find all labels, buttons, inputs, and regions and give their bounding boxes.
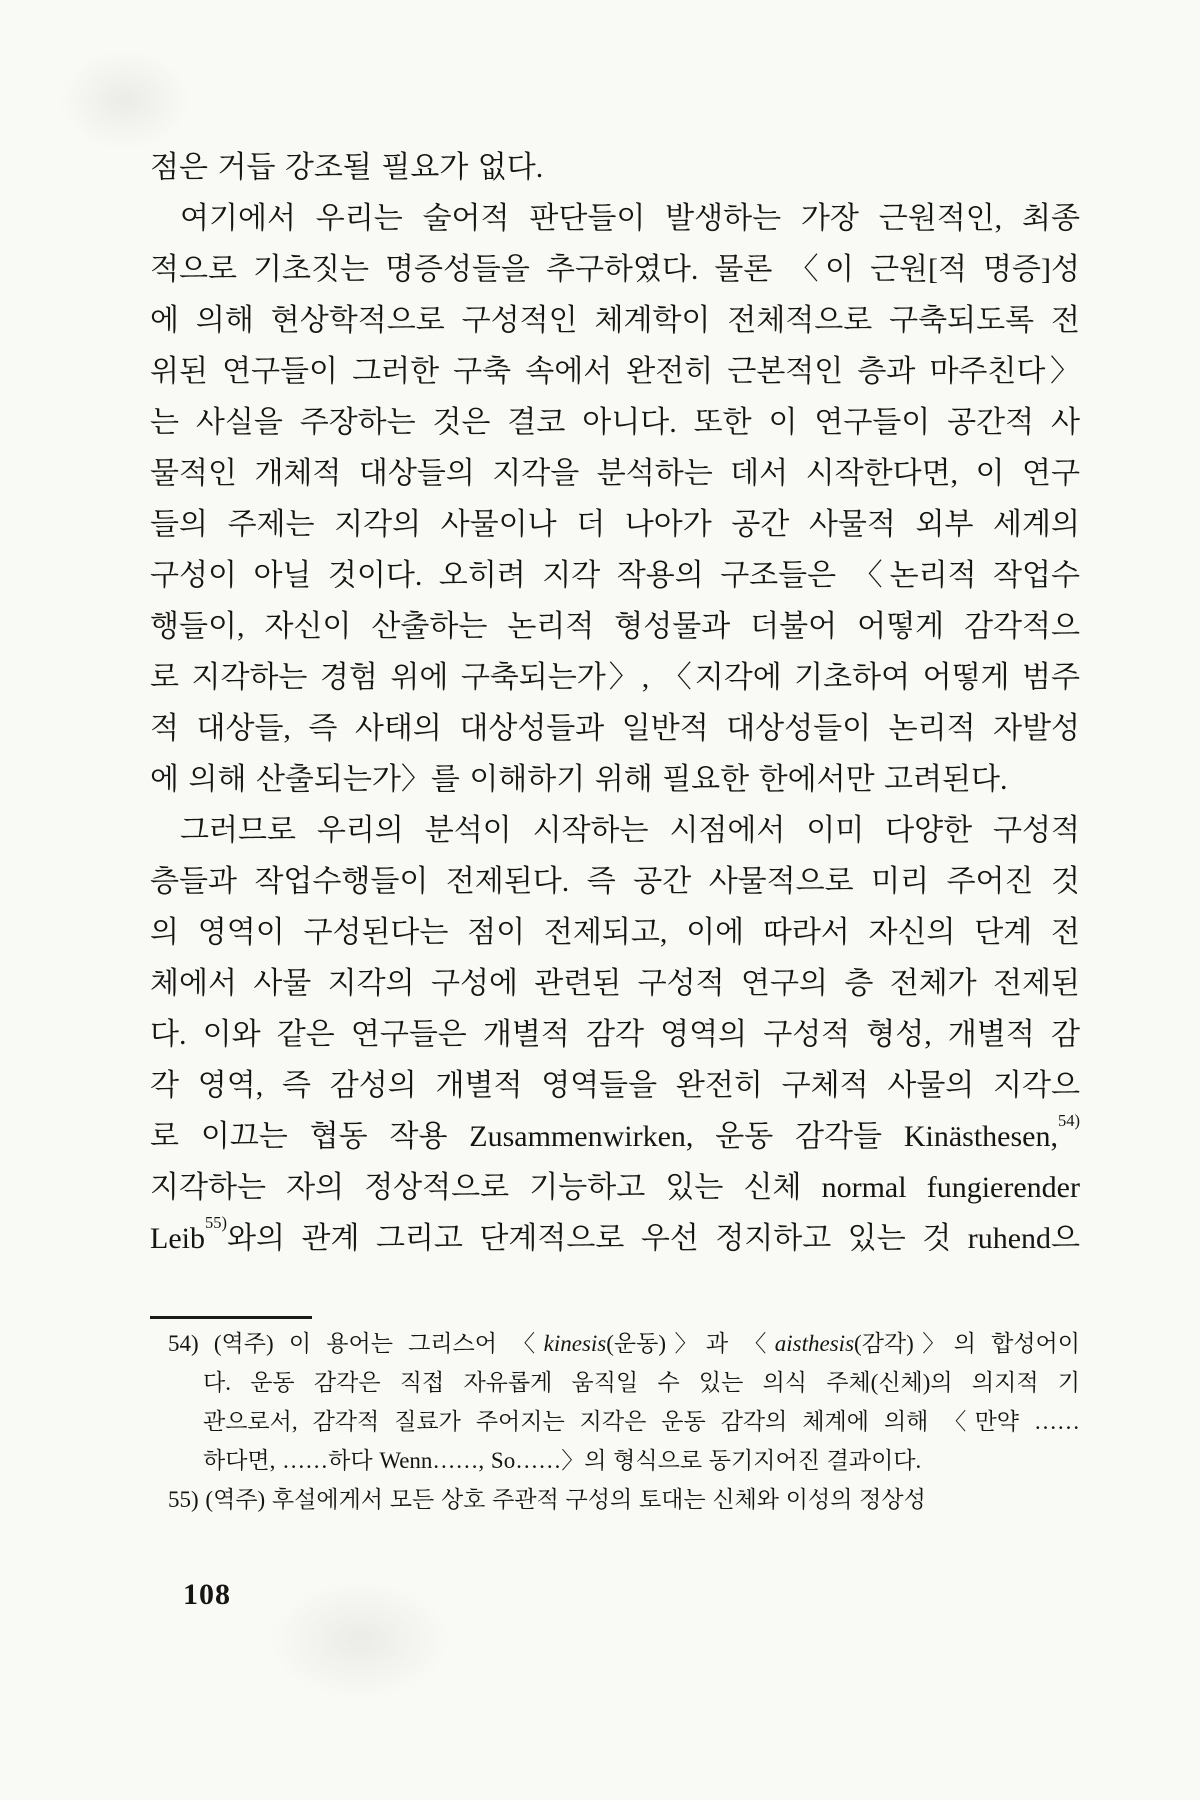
body-text-line: 구성이 아닐 것이다. 오히려 지각 작용의 구조들은 〈논리적 작업수 — [150, 559, 1080, 592]
footnote-line: 관으로서, 감각적 질료가 주어지는 지각은 운동 감각의 체계에 의해 〈만약 …… — [203, 1409, 1080, 1434]
footnote-term-italic: kinesis — [543, 1331, 607, 1356]
footnote-text-segment: (감각)〉의 합성어이 — [854, 1331, 1080, 1356]
page-number: 108 — [183, 1578, 231, 1611]
main-text-block — [150, 142, 1080, 1264]
footnote-line: 하다면, ……하다 Wenn……, So……〉의 형식으로 동기지어진 결과이다. — [203, 1448, 922, 1473]
body-text-line: 는 사실을 주장하는 것은 결코 아니다. 또한 이 연구들이 공간적 사 — [150, 406, 1080, 439]
footnote-line: 다. 운동 감각은 직접 자유롭게 움직일 수 있는 의식 주체(신체)의 의지적 기 — [203, 1370, 1080, 1395]
footnote-text-segment: (역주) 이 용어는 그리스어 〈 — [198, 1331, 544, 1356]
scan-artifact — [60, 50, 190, 150]
footnote-text-segment: (역주) 후설에게서 모든 상호 주관적 구성의 토대는 신체와 이성의 정상성 — [198, 1487, 926, 1512]
body-text-line: 에 의해 현상학적으로 구성적인 체계학이 전체적으로 구축되도록 전 — [150, 304, 1080, 337]
body-text-line: 적 대상들, 즉 사태의 대상성들과 일반적 대상성들이 논리적 자발성 — [150, 712, 1080, 745]
body-text-line: 다. 이와 같은 연구들은 개별적 감각 영역의 구성적 형성, 개별적 감 — [150, 1018, 1080, 1051]
body-text-line: 체에서 사물 지각의 구성에 관련된 구성적 연구의 층 전체가 전제된 — [150, 967, 1080, 1000]
body-text-line: 위된 연구들이 그러한 구축 속에서 완전히 근본적인 층과 마주친다〉 — [150, 355, 1080, 388]
footnote-label: 54) — [168, 1331, 199, 1356]
body-text-line — [150, 1213, 1080, 1264]
body-text-line: 각 영역, 즉 감성의 개별적 영역들을 완전히 구체적 사물의 지각으 — [150, 1069, 1080, 1102]
body-text-line: 층들과 작업수행들이 전제된다. 즉 공간 사물적으로 미리 주어진 것 — [150, 865, 1080, 898]
body-text-line: 물적인 개체적 대상들의 지각을 분석하는 데서 시작한다면, 이 연구 — [150, 457, 1080, 490]
body-text-line: 지각하는 자의 정상적으로 기능하고 있는 신체 normal fungierender — [150, 1171, 1080, 1204]
body-text-line: 로 지각하는 경험 위에 구축되는가〉, 〈지각에 기초하여 어떻게 범주 — [150, 661, 1080, 694]
footnote-term-italic: aisthesis — [774, 1331, 855, 1356]
footnote-line — [150, 1480, 1080, 1519]
body-text-segment: 와의 관계 그리고 단계적으로 우선 정지하고 있는 것 ruhend으 — [226, 1222, 1080, 1255]
footnote-ref-55: 55) — [204, 1213, 227, 1232]
body-text-line: 행들이, 자신이 산출하는 논리적 형성물과 더불어 어떻게 감각적으 — [150, 610, 1080, 643]
footnote-block — [150, 1324, 1080, 1519]
body-text-line: 여기에서 우리는 술어적 판단들이 발생하는 가장 근원적인, 최종 — [180, 202, 1080, 235]
body-text-line: 들의 주제는 지각의 사물이나 더 나아가 공간 사물적 외부 세계의 — [150, 508, 1080, 541]
footnote-divider — [150, 1316, 312, 1319]
body-text-line: 에 의해 산출되는가〉를 이해하기 위해 필요한 한에서만 고려된다. — [150, 763, 1008, 796]
body-text-line: 그러므로 우리의 분석이 시작하는 시점에서 이미 다양한 구성적 — [180, 814, 1080, 847]
scan-artifact — [270, 1580, 450, 1700]
body-text-line: 점은 거듭 강조될 필요가 없다. — [150, 151, 544, 184]
body-text-line: 의 영역이 구성된다는 점이 전제되고, 이에 따라서 자신의 단계 전 — [150, 916, 1080, 949]
body-text-line — [150, 1111, 1080, 1162]
body-text-segment: Leib — [150, 1222, 205, 1255]
footnote-line — [150, 1324, 1080, 1363]
body-text-segment: 로 이끄는 협동 작용 Zusammenwirken, 운동 감각들 Kinästhesen, — [150, 1120, 1058, 1153]
footnote-label: 55) — [168, 1487, 199, 1512]
footnote-text-segment: (운동)〉과 〈 — [606, 1331, 775, 1356]
body-text-line: 적으로 기초짓는 명증성들을 추구하였다. 물론 〈이 근원[적 명증]성 — [150, 253, 1080, 286]
footnote-ref-54: 54) — [1058, 1111, 1080, 1130]
